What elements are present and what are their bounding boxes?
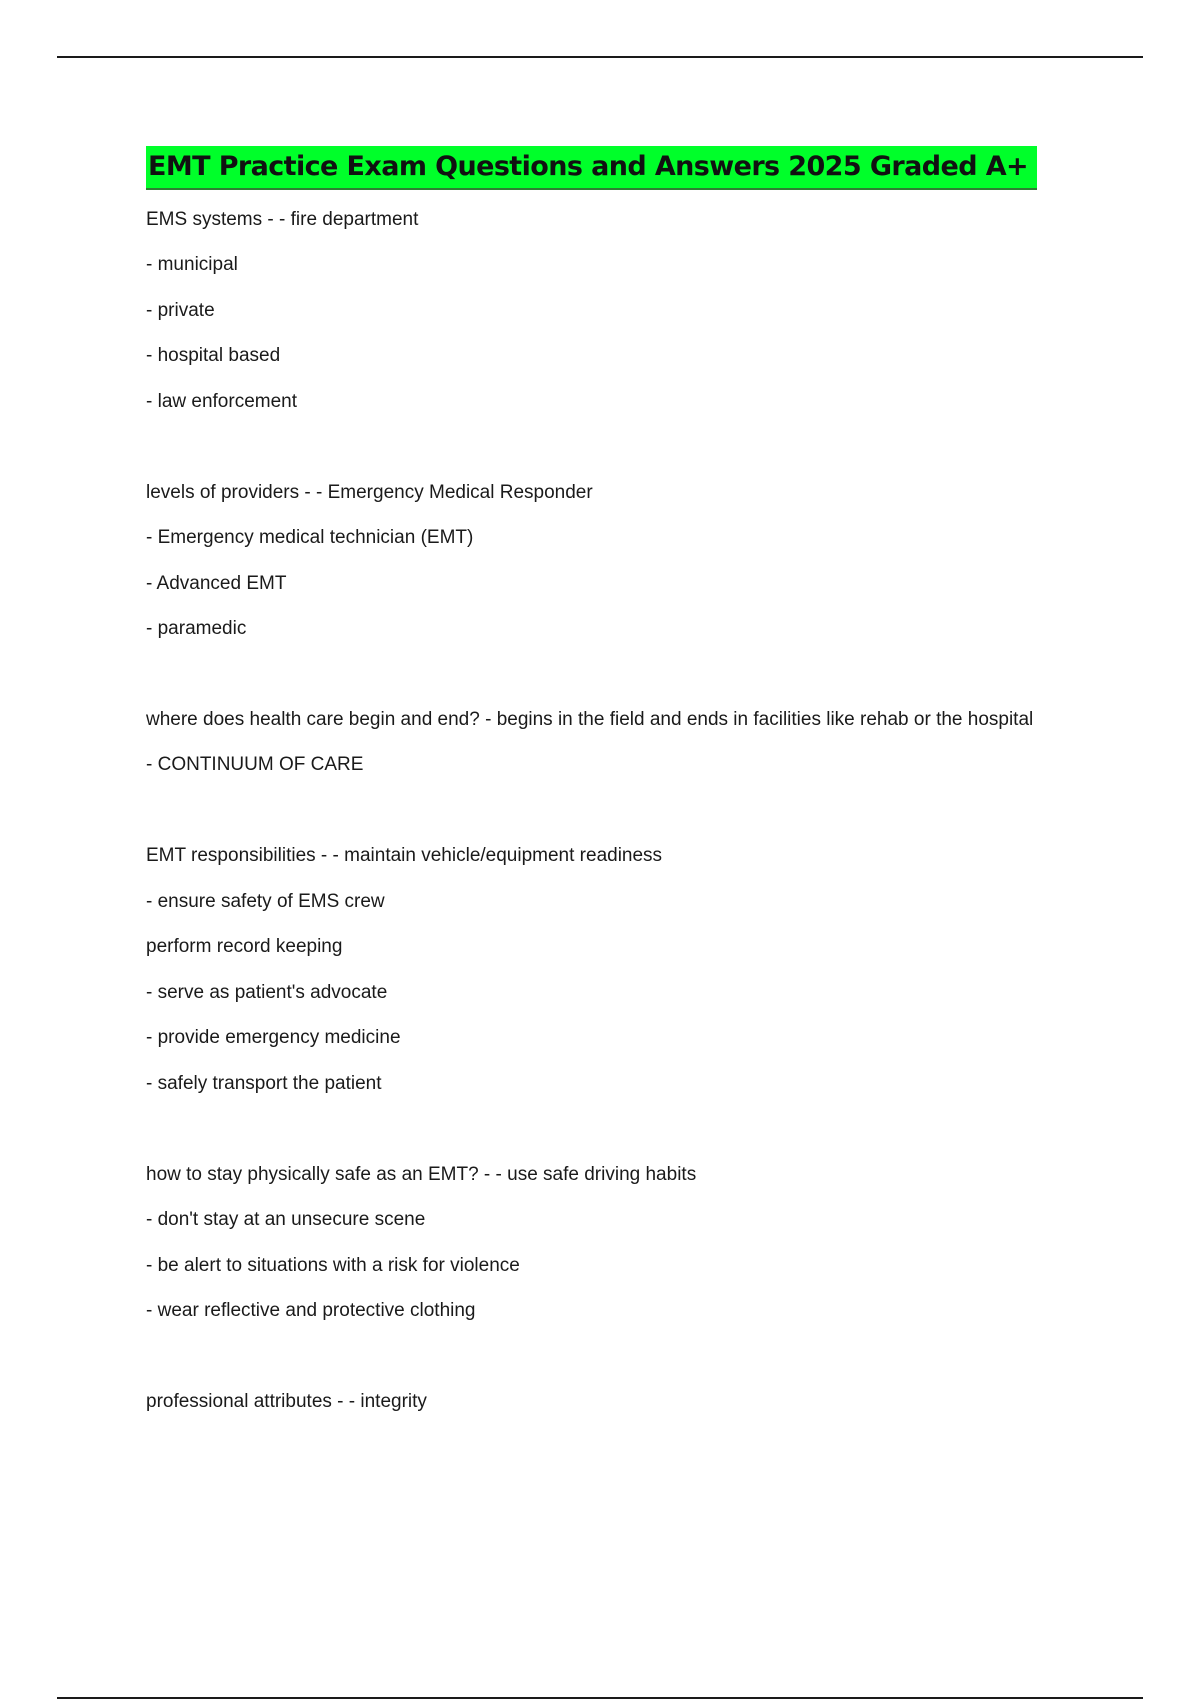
footer-rule [57, 1697, 1143, 1699]
text-line: perform record keeping [146, 936, 343, 957]
text-line: - wear reflective and protective clothing [146, 1300, 476, 1321]
text-line: how to stay physically safe as an EMT? - - use safe driving habits [146, 1164, 697, 1185]
text-line: EMS systems - - fire department [146, 209, 419, 230]
text-line: - be alert to situations with a risk for violence [146, 1255, 520, 1276]
text-line: - law enforcement [146, 391, 298, 412]
text-line: where does health care begin and end? - begins in the field and ends in facilities like rehab or the hospital [146, 709, 1034, 730]
text-line: - ensure safety of EMS crew [146, 891, 385, 912]
text-line: - private [146, 300, 215, 321]
text-line: - municipal [146, 254, 238, 275]
header-rule [57, 56, 1143, 58]
document-title: EMT Practice Exam Questions and Answers 2025 Graded A+ [148, 151, 1029, 182]
text-line: levels of providers - - Emergency Medical Responder [146, 482, 593, 503]
document-body [146, 146, 1041, 1417]
text-line: - provide emergency medicine [146, 1027, 401, 1048]
text-line: - CONTINUUM OF CARE [146, 754, 364, 775]
text-line: - Emergency medical technician (EMT) [146, 527, 474, 548]
title-highlight [146, 146, 1037, 190]
text-line: - don't stay at an unsecure scene [146, 1209, 426, 1230]
text-line: - serve as patient's advocate [146, 982, 388, 1003]
text-line: professional attributes - - integrity [146, 1391, 427, 1412]
text-line: EMT responsibilities - - maintain vehicle/equipment readiness [146, 845, 663, 866]
text-line: - Advanced EMT [146, 573, 287, 594]
text-line: - safely transport the patient [146, 1073, 382, 1094]
text-line: - paramedic [146, 618, 247, 639]
text-line: - hospital based [146, 345, 281, 366]
